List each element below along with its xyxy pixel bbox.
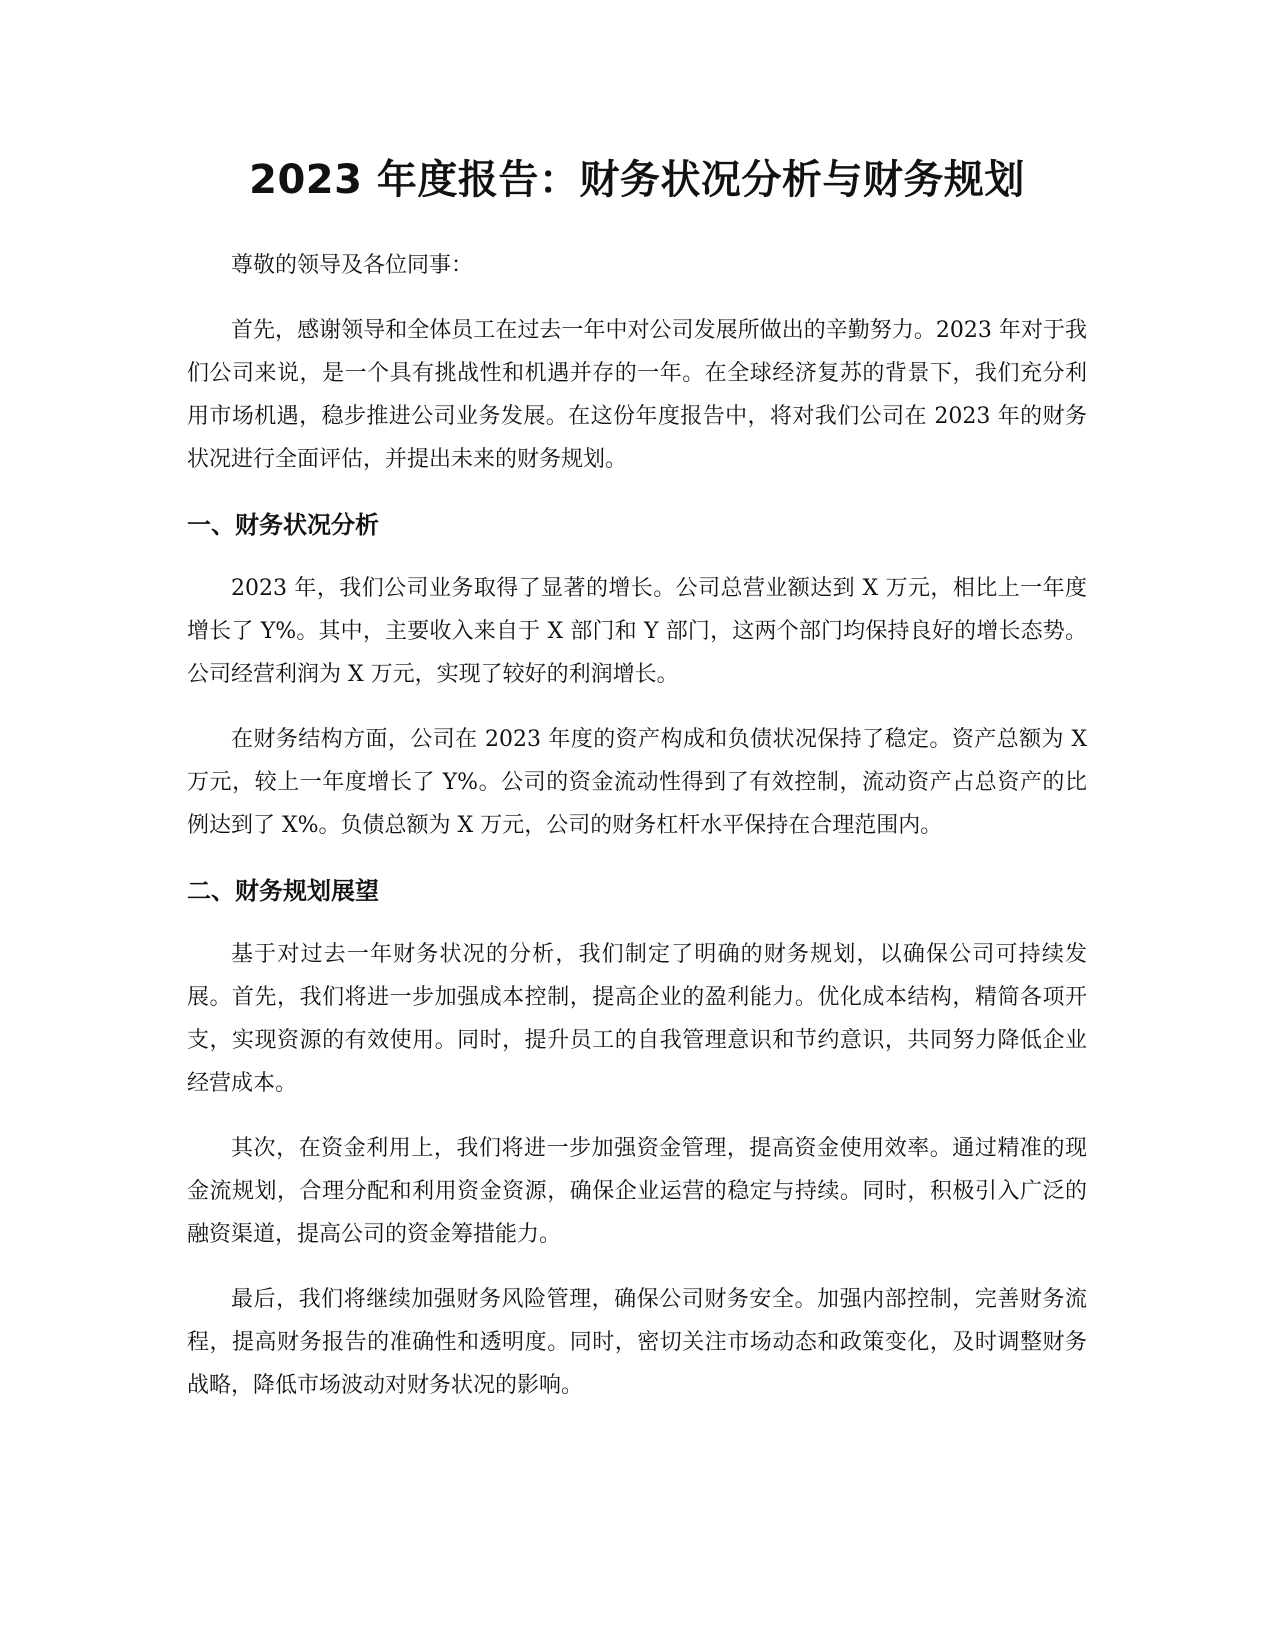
document-title: 2023 年度报告：财务状况分析与财务规划 [249, 157, 1025, 203]
paragraph: 2023 年，我们公司业务取得了显著的增长。公司总营业额达到 X 万元，相比上一年度增长了 Y%。其中，主要收入来自于 X 部门和 Y 部门，这两个部门均保持良好的增长态势。公司经营利润为 X 万元，实现了较好的利润增长。 [187, 576, 1087, 687]
greeting: 尊敬的领导及各位同事： [231, 253, 474, 278]
paragraph: 其次，在资金利用上，我们将进一步加强资金管理，提高资金使用效率。通过精准的现金流规划，合理分配和利用资金资源，确保企业运营的稳定与持续。同时，积极引入广泛的融资渠道，提高公司的资金筹措能力。 [187, 1136, 1087, 1247]
document-page [187, 150, 1087, 1429]
paragraph: 基于对过去一年财务状况的分析，我们制定了明确的财务规划，以确保公司可持续发展。首先，我们将进一步加强成本控制，提高企业的盈利能力。优化成本结构，精简各项开支，实现资源的有效使用。同时，提升员工的自我管理意识和节约意识，共同努力降低企业经营成本。 [187, 942, 1087, 1096]
paragraph: 在财务结构方面，公司在 2023 年度的资产构成和负债状况保持了稳定。资产总额为 X 万元，较上一年度增长了 Y%。公司的资金流动性得到了有效控制，流动资产占总资产的比例达到了 X%。负债总额为 X 万元，公司的财务杠杆水平保持在合理范围内。 [187, 727, 1087, 838]
section-heading-financial-analysis: 一、财务状况分析 [187, 511, 379, 539]
paragraph: 最后，我们将继续加强财务风险管理，确保公司财务安全。加强内部控制，完善财务流程，提高财务报告的准确性和透明度。同时，密切关注市场动态和政策变化，及时调整财务战略，降低市场波动对财务状况的影响。 [187, 1287, 1087, 1398]
intro-paragraph: 首先，感谢领导和全体员工在过去一年中对公司发展所做出的辛勤努力。2023 年对于我们公司来说，是一个具有挑战性和机遇并存的一年。在全球经济复苏的背景下，我们充分利用市场机遇，稳步推进公司业务发展。在这份年度报告中，将对我们公司在 2023 年的财务状况进行全面评估，并提出未来的财务规划。 [187, 318, 1087, 472]
section-heading-financial-planning: 二、财务规划展望 [187, 877, 379, 905]
